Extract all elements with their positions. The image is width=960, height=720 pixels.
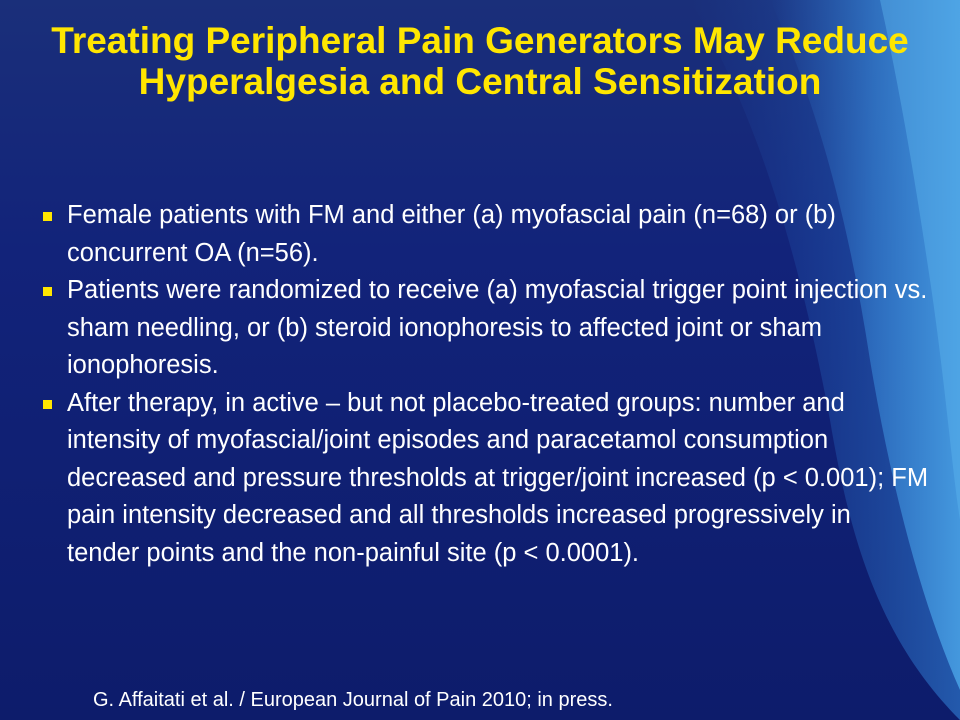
bullet-text: After therapy, in active – but not placebo-treated groups: number and intensity of myofascial/joint episodes and paracetamol consumption decreased and pressure thresholds at trigger/joint increased (p < 0.001); FM pain intensity decreased and all thresholds increased progressively in tender points and the non-painful site (p < 0.0001). [67,388,929,567]
slide-title: Treating Peripheral Pain Generators May Reduce Hyperalgesia and Central Sensitization [51,20,909,102]
citation: G. Affaitati et al. / European Journal of Pain 2010; in press. [93,689,613,711]
square-bullet-icon [43,400,52,409]
bullet-item [40,272,930,385]
bullet-text: Patients were randomized to receive (a) myofascial trigger point injection vs. sham needling, or (b) steroid ionophoresis to affected joint or sham ionophoresis. [67,276,928,379]
bullet-text: Female patients with FM and either (a) myofascial pain (n=68) or (b) concurrent OA (n=56). [67,201,836,267]
square-bullet-icon [43,212,52,221]
bullet-list [40,197,930,572]
bullet-item [40,385,930,573]
bullet-item [40,197,930,272]
square-bullet-icon [43,287,52,296]
